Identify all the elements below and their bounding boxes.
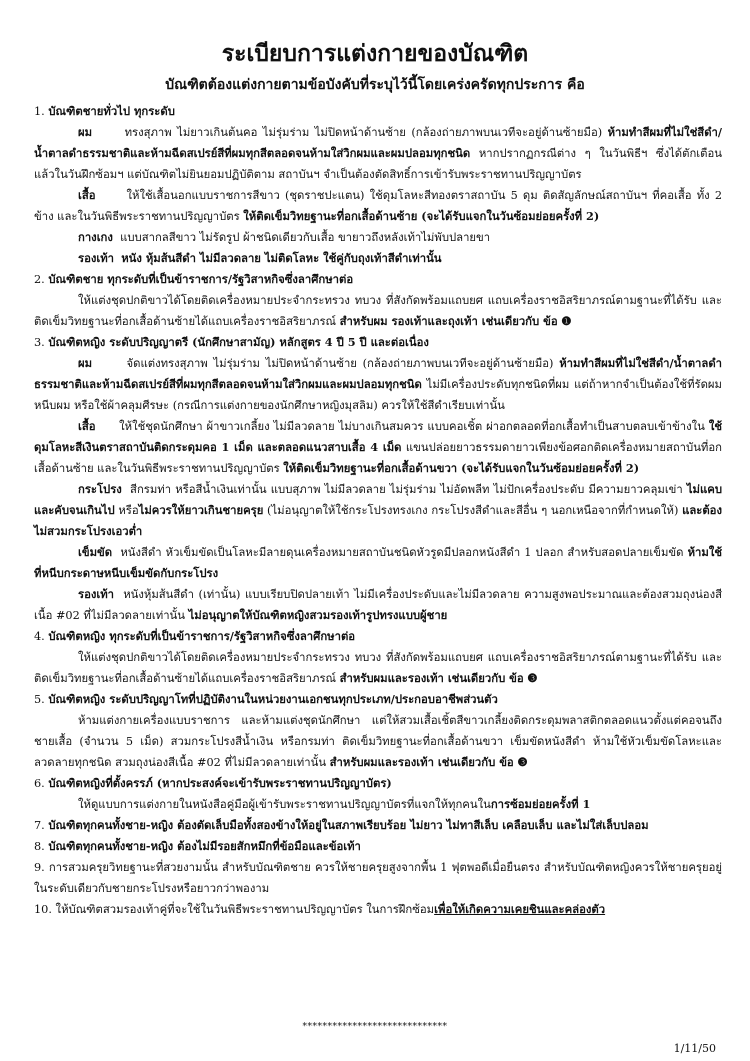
section-7 [34,815,722,836]
section-title: บัณฑิตทุกคนทั้งชาย-หญิง ต้องไม่มีรอยสักหมึกที่ข้อมือและข้อเท้า [48,839,361,853]
section-number: 8. [34,840,49,853]
section-title: บัณฑิตหญิงที่ตั้งครรภ์ (หากประสงค์จะเข้ารับพระราชทานปริญญาบัตร) [48,776,392,790]
document-title: ระเบียบการแต่งกายของบัณฑิต [221,40,529,67]
item-text: หนังหุ้มส้นสีดำ (เท่านั้น) แบบเรียบปิดปลายเท้า ไม่มีเครื่องประดับและไม่มีลวดลาย ความสูงพอประมาณและต้องสวมถุงน่องสีเนื้อ #02 ที่ไม่มีลวดลายเท่านั้น [34,588,723,622]
item-text: แขนปล่อยยาวธรรมดายาวเพียงข้อศอกติดเครื่องหมายสถาบันที่อกเสื้อด้านซ้าย และในวันพิธีพระราชทานปริญญาบัตร [34,441,722,475]
item-emphasis: ห้ามทำสีผมที่ไม่ใช่สีดำ/น้ำตาลดำธรรมชาติและห้ามฉีดสเปรย์สีที่ผมทุกสีตลอดจนห้ามใส่วิกผมและผมปลอมทุกชนิด [34,356,722,391]
document-subtitle: บัณฑิตต้องแต่งกายตามข้อบังคับที่ระบุไว้นี้โดยเคร่งครัดทุกประการ คือ [165,77,585,93]
item-text: ให้ดูแบบการแต่งกายในหนังสือคู่มือผู้เข้ารับพระราชทานปริญญาบัตรที่แจกให้ทุกคนใน [78,798,491,811]
item-emphasis: ให้ติดเข็มวิทยฐานะที่อกเสื้อด้านขวา (จะได้รับแจกในวันซ้อมย่อยครั้งที่ 2) [283,461,640,475]
section-number: 7. [34,819,49,832]
s2-paragraph [34,290,722,332]
item-emphasis: ไม่แคบและคับจนเกินไป [34,482,722,517]
item-label: ผม [78,356,93,370]
section-title: บัณฑิตชาย ทุกระดับที่เป็นข้าราชการ/รัฐวิสาหกิจซึ่งลาศึกษาต่อ [48,272,354,286]
item-emphasis: และต้องไม่สวมกระโปรงเอวต่ำ [34,503,722,538]
item-text: หรือ [114,504,139,517]
item-emphasis: การซ้อมย่อยครั้งที่ 1 [490,797,591,811]
section-1-heading [34,101,722,122]
item-text: แบบสากลสีขาว ไม่รัดรูป ผ้าชนิดเดียวกับเสื้อ ขายาวถึงหลังเท้าไม่พับปลายขา [120,231,491,244]
item-text: ให้ใช้ชุดนักศึกษา ผ้าขาวเกลี้ยง ไม่มีลวดลาย ไม่บางเกินสมควร แบบคอเชิ้ต ผ่าอกตลอดที่อกเสื้อทำเป็นสาบตลบเข้าข้างใน [119,420,709,433]
item-label: เสื้อ [78,419,96,433]
item-label: กระโปรง [78,482,122,496]
item-text: ห้ามแต่งกายเครื่องแบบราชการ และห้ามแต่งชุดนักศึกษา แต่ให้สวมเสื้อเชิ้ตสีขาวเกลี้ยงติดกระดุมพลาสติกตลอดแนวตั้งแต่คอจนถึงชายเสื้อ (จำนวน 5 เม็ด) สวมกระโปรงสีน้ำเงิน หรือกรมท่า ติดเข็มวิทยฐานะที่อกเสื้อด้านขวา เข็มขัดหนังสีดำ ห้ามใช้หัวเข็มขัดโลหะและลวดลายทุกชนิด สวมถุงน่องสีเนื้อ #02 ที่ไม่มีลวดลายเท่านั้น [34,714,722,769]
item-emphasis: หนัง หุ้มส้นสีดำ ไม่มีลวดลาย ไม่ติดโลหะ ใช้คู่กับถุงเท้าสีดำเท่านั้น [121,251,442,265]
item-text: ให้ใช้เสื้อนอกแบบราชการสีขาว (ชุดราชปะแตน) ใช้ดุมโลหะสีทองตราสถาบัน 5 ดุม ติดสัญลักษณ์สถาบันฯ ที่คอเสื้อ ทั้ง 2 ข้าง และในวันพิธีพระราชทานปริญญาบัตร [34,189,723,223]
section-2-heading [34,269,722,290]
s1-hair-paragraph [34,122,722,185]
section-10 [34,899,722,920]
item-label: กางเกง [78,230,113,244]
section-title: บัณฑิตหญิง ทุกระดับที่เป็นข้าราชการ/รัฐวิสาหกิจซึ่งลาศึกษาต่อ [48,629,356,643]
item-text: สีกรมท่า หรือสีน้ำเงินเท่านั้น แบบสุภาพ ไม่มีลวดลาย ไม่รุ่มร่าม ไม่อัดพลีท ไม่ปักเครื่องประดับ มีความยาวคลุมเข่า [130,483,687,496]
section-title: บัณฑิตหญิง ระดับปริญญาตรี (นักศึกษาสามัญ) หลักสูตร 4 ปี 5 ปี และต่อเนื่อง [48,335,429,349]
s3-belt-paragraph [34,542,722,584]
section-number: 4. [34,630,49,643]
item-emphasis: ใช้ดุมโลหะสีเงินตราสถาบันติดกระดุมคอ 1 เม็ด และตลอดแนวสาบเสื้อ 4 เม็ด [34,419,722,454]
s1-shirt-paragraph [34,185,722,227]
section-number: 1. [34,105,49,118]
s3-shirt-paragraph [34,416,722,479]
item-text: ไม่มีเครื่องประดับทุกชนิดที่ผม แต่ถ้าหากจำเป็นต้องใช้ที่รัดผม หนีบผม หรือใช้ผ้าคลุมศีรษะ (กรณีการแต่งกายของนักศึกษาหญิงมุสลิม) ควรให้ใช้สีดำเรียบเท่านั้น [34,378,722,412]
section-number: 2. [34,273,49,286]
item-label: รองเท้า [78,251,115,265]
section-number: 6. [34,777,49,790]
section-3-heading [34,332,722,353]
item-label: ผม [78,125,93,139]
s1-shoes-paragraph [34,248,722,269]
item-emphasis: สำหรับผมและรองเท้า เช่นเดียวกับ ข้อ [339,671,524,685]
s6-paragraph [34,794,722,815]
item-text: (ไม่อนุญาตให้ใช้กระโปรงทรงเกง กระโปรงสีดำและสีอื่น ๆ นอกเหนือจากที่กำหนดให้) [263,504,683,517]
item-label: รองเท้า [78,587,115,601]
s4-paragraph [34,647,722,689]
item-label: เข็มขัด [78,545,113,559]
item-label: เสื้อ [78,188,96,202]
separator-line: ***************************** [302,1022,448,1032]
section-title: บัณฑิตหญิง ระดับปริญญาโทที่ปฏิบัติงานในหน่วยงานเอกชนทุกประเภท/ประกอบอาชีพส่วนตัว [48,692,498,706]
item-text: 9. การสวมครุยวิทยฐานะที่สวยงามนั้น สำหรับบัณฑิตชาย ควรให้ชายครุยสูงจากพื้น 1 ฟุตพอดีเมื่อยืนตรง สำหรับบัณฑิตหญิงควรให้ชายครุยอยู่ในระดับเดียวกับชายกระโปรงหรือยาวกว่าพองาม [34,861,722,895]
section-number: 5. [34,693,49,706]
circled-number-icon: ❸ [527,671,538,685]
item-emphasis: สำหรับผมและรองเท้า เช่นเดียวกับ ข้อ [329,755,514,769]
item-emphasis: เพื่อให้เกิดความเคยชินและคล่องตัว [434,902,606,916]
item-text: ทรงสุภาพ ไม่ยาวเกินต้นคอ ไม่รุ่มร่าม ไม่ปิดหน้าด้านซ้าย (กล้องถ่ายภาพบนเวทีจะอยู่ด้านซ้ายมือ) [124,126,608,139]
section-title: บัณฑิตทุกคนทั้งชาย-หญิง ต้องตัดเล็บมือทั้งสองข้างให้อยู่ในสภาพเรียบร้อย ไม่ยาว ไม่ทาสีเล็บ เคลือบเล็บ และไม่ใส่เล็บปลอม [48,818,649,832]
section-6-heading [34,773,722,794]
s3-hair-paragraph [34,353,722,416]
item-text: จัดแต่งทรงสุภาพ ไม่รุ่มร่าม ไม่ปิดหน้าด้านซ้าย (กล้องถ่ายภาพบนเวทีจะอยู่ด้านซ้ายมือ) [126,357,560,370]
item-text: 10. ให้บัณฑิตสวมรองเท้าคู่ที่จะใช้ในวันพิธีพระราชทานปริญญาบัตร ในการฝึกซ้อม [34,903,435,916]
item-text: ให้แต่งชุดปกติขาวได้โดยติดเครื่องหมายประจำกระทรวง ทบวง ที่สังกัดพร้อมแถบยศ แถบเครื่องราชอิสริยาภรณ์ตามฐานะที่ได้รับ และติดเข็มวิทยฐานะที่อกเสื้อด้านซ้ายได้แถบเครื่องราชอิสริยาภรณ์ [34,294,722,328]
item-text: ให้แต่งชุดปกติขาวได้โดยติดเครื่องหมายประจำกระทรวง ทบวง ที่สังกัดพร้อมแถบยศ แถบเครื่องราชอิสริยาภรณ์ตามฐานะที่ได้รับ และติดเข็มวิทยฐานะที่อกเสื้อด้านซ้ายได้แถบเครื่องราชอิสริยาภรณ์ [34,651,722,685]
section-9 [34,857,722,899]
circled-number-icon: ❶ [561,314,572,328]
regulations-body [34,101,722,920]
section-number: 3. [34,336,49,349]
s5-paragraph [34,710,722,773]
item-text: หนังสีดำ หัวเข็มขัดเป็นโลหะมีลายดุนเครื่องหมายสถาบันชนิดหัวรูดมีปลอกหนังสีดำ 1 ปลอก สำหรับสอดปลายเข็มขัด [120,546,688,559]
item-emphasis: ห้ามใช้ที่หนีบกระดาษหนีบเข็มขัดกับกระโปรง [34,545,722,580]
section-title: บัณฑิตชายทั่วไป ทุกระดับ [48,104,175,118]
item-emphasis: ไม่อนุญาตให้บัณฑิตหญิงสวมรองเท้ารูปทรงแบบผู้ชาย [188,608,448,622]
s3-skirt-paragraph [34,479,722,542]
page-number: 1/11/50 [673,1042,716,1055]
s1-pants-paragraph [34,227,722,248]
item-emphasis: ไม่ควรให้ยาวเกินชายครุย [138,503,264,517]
section-8 [34,836,722,857]
item-emphasis: ให้ติดเข็มวิทยฐานะที่อกเสื้อด้านซ้าย (จะได้รับแจกในวันซ้อมย่อยครั้งที่ 2) [243,209,600,223]
item-emphasis: ห้ามทำสีผมที่ไม่ใช่สีดำ/น้ำตาลดำธรรมชาติและห้ามฉีดสเปรย์สีที่ผมทุกสีตลอดจนห้ามใส่วิกผมและผมปลอมทุกชนิด [34,125,723,160]
item-text: หากปรากฏกรณีต่าง ๆ ในวันพิธีฯ ซึ่งได้ตักเตือนแล้วในวันฝึกซ้อมฯ แต่บัณฑิตไม่ยินยอมปฏิบัติตาม สถาบันฯ จำเป็นต้องตัดสิทธิ์การเข้ารับพระราชทานปริญญาบัตร [34,147,722,181]
item-emphasis: สำหรับผม รองเท้าและถุงเท้า เช่นเดียวกับ ข้อ [339,314,558,328]
section-4-heading [34,626,722,647]
section-5-heading [34,689,722,710]
s3-shoes-paragraph [34,584,722,626]
circled-number-icon: ❸ [517,755,528,769]
